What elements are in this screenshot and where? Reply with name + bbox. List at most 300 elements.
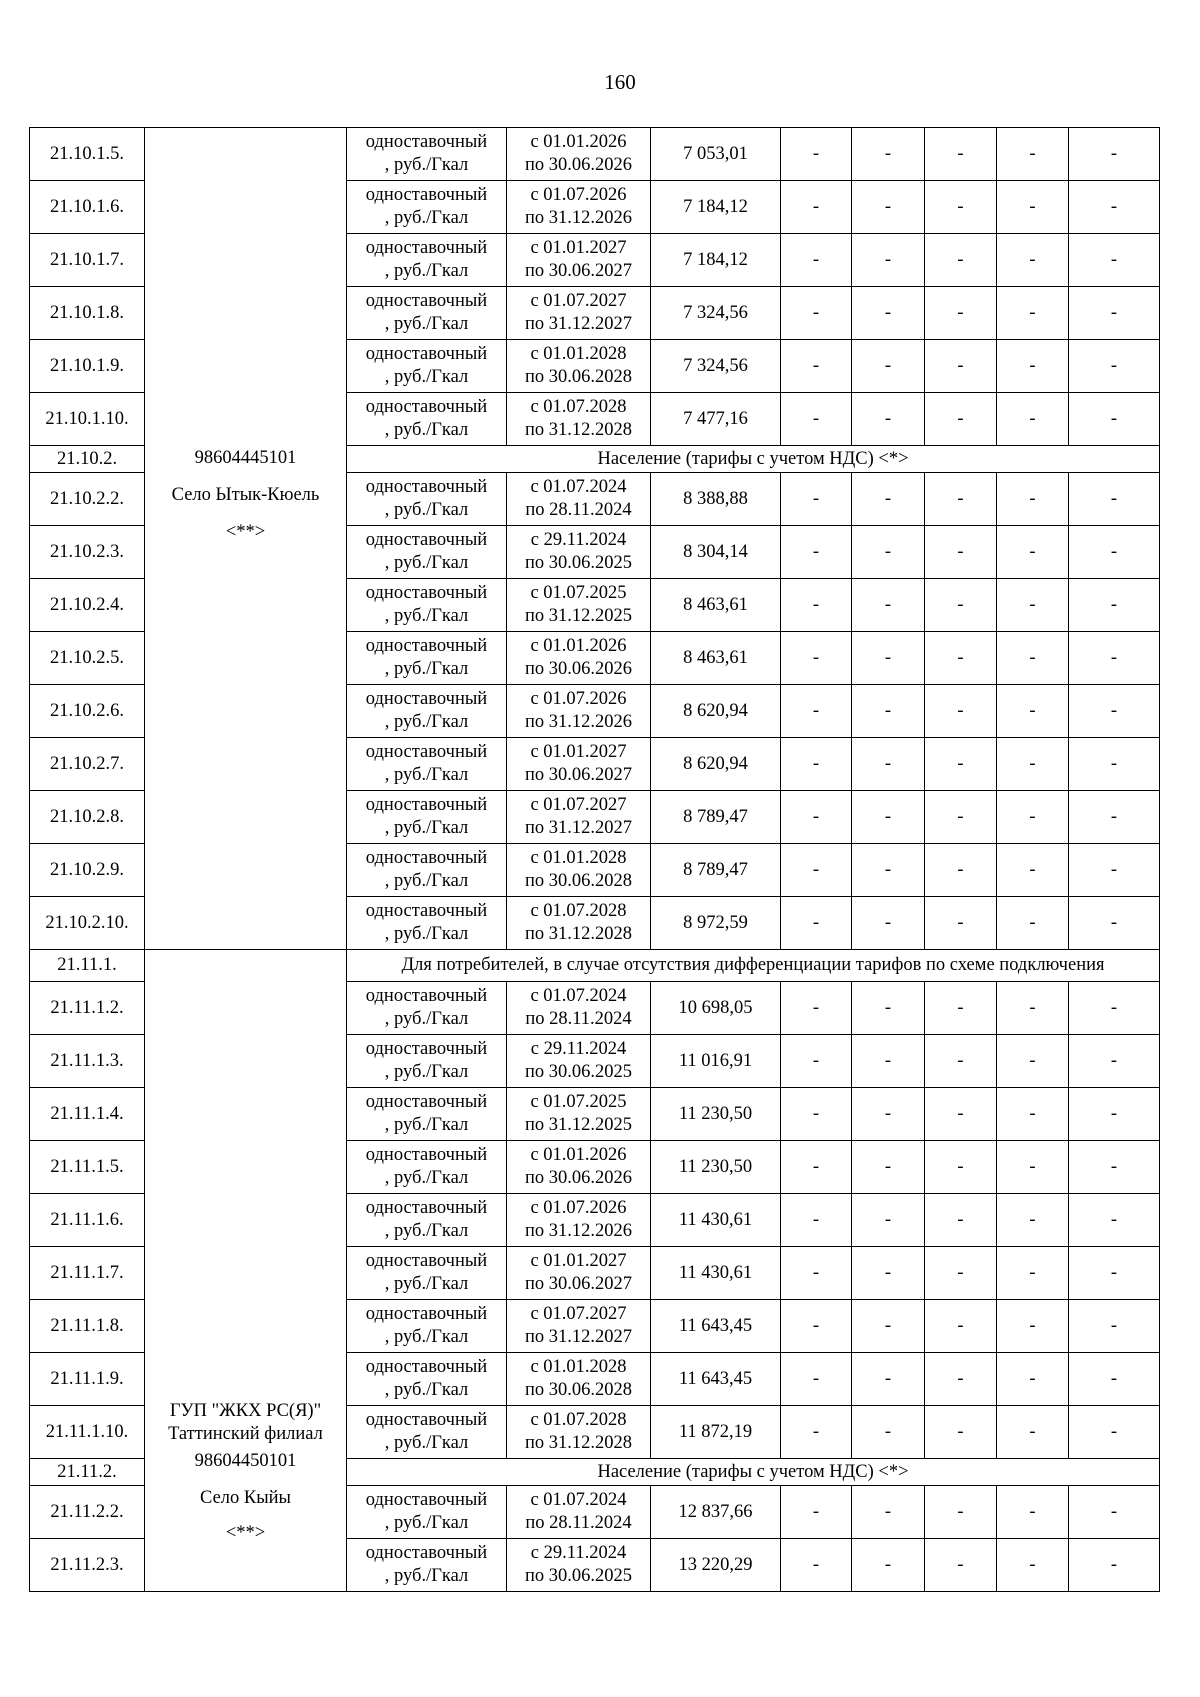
dash-cell-4: - [997,340,1069,393]
period-from: с 29.11.2024 [530,1543,627,1563]
tariff-type [347,181,507,234]
dash-cell-1: - [781,1539,852,1592]
tariff-type [347,1088,507,1141]
period-from: с 01.07.2028 [530,1410,627,1430]
dash-cell-1: - [781,181,852,234]
row-id: 21.11.2.3. [30,1539,145,1592]
org-cell [145,950,347,982]
row-id: 21.11.1. [30,950,145,982]
dash-cell-5: - [1069,1406,1160,1459]
dash-cell-5: - [1069,791,1160,844]
dash-cell-3: - [925,579,997,632]
dash-cell-5: - [1069,738,1160,791]
tariff-value: 8 388,88 [651,473,781,526]
tariff-type-line2: , руб./Гкал [384,367,469,387]
tariff-type [347,287,507,340]
period [507,234,651,287]
org-cell [145,234,347,287]
tariff-type-line1: одноставочный [365,238,488,258]
period-from: с 29.11.2024 [530,1039,627,1059]
dash-cell-1: - [781,526,852,579]
dash-cell-5: - [1069,128,1160,181]
dash-cell-5: - [1069,1141,1160,1194]
tariff-type-line2: , руб./Гкал [384,1327,469,1347]
tariff-value: 7 324,56 [651,340,781,393]
table-row [30,897,1160,950]
row-id: 21.11.1.10. [30,1406,145,1459]
dash-cell-3: - [925,791,997,844]
tariff-type [347,1406,507,1459]
row-id: 21.10.1.5. [30,128,145,181]
org-cell [145,897,347,950]
period-to: по 30.06.2025 [524,553,633,573]
table-row [30,738,1160,791]
period [507,1088,651,1141]
period [507,1486,651,1539]
dash-cell-4: - [997,1406,1069,1459]
row-id: 21.10.2.7. [30,738,145,791]
tariff-type [347,1194,507,1247]
period-from: с 01.07.2026 [530,689,627,709]
dash-cell-4: - [997,181,1069,234]
dash-cell-5: - [1069,1247,1160,1300]
tariff-type [347,1486,507,1539]
period-to: по 30.06.2027 [524,1274,633,1294]
row-id: 21.11.2. [30,1459,145,1486]
period-from: с 01.01.2026 [530,1145,627,1165]
tariff-type-line1: одноставочный [365,397,488,417]
row-id: 21.11.1.4. [30,1088,145,1141]
dash-cell-2: - [852,1194,925,1247]
tariff-type-line2: , руб./Гкал [384,1566,469,1586]
dash-cell-2: - [852,738,925,791]
period-to: по 31.12.2026 [524,712,633,732]
period-to: по 31.12.2028 [524,1433,633,1453]
tariff-type-line1: одноставочный [365,1410,488,1430]
dash-cell-4: - [997,982,1069,1035]
period [507,579,651,632]
period-to: по 30.06.2027 [524,261,633,281]
tariff-type-line1: одноставочный [365,1039,488,1059]
row-id: 21.11.1.8. [30,1300,145,1353]
tariff-type [347,738,507,791]
dash-cell-2: - [852,473,925,526]
period [507,287,651,340]
dash-cell-4: - [997,1353,1069,1406]
dash-cell-2: - [852,791,925,844]
dash-cell-1: - [781,1194,852,1247]
tariff-value: 8 304,14 [651,526,781,579]
tariff-type-line1: одноставочный [365,1490,488,1510]
period-from: с 01.01.2027 [530,742,627,762]
period [507,1353,651,1406]
org-place: Село Кыйы [200,1488,291,1508]
period-to: по 31.12.2025 [524,1115,633,1135]
org-cell [145,181,347,234]
period-to: по 31.12.2028 [524,924,633,944]
row-id: 21.10.2.4. [30,579,145,632]
dash-cell-2: - [852,181,925,234]
table-row [30,287,1160,340]
tariff-table [29,127,1160,1592]
tariff-value: 8 789,47 [651,844,781,897]
period [507,340,651,393]
tariff-type [347,1300,507,1353]
row-id: 21.11.1.7. [30,1247,145,1300]
tariff-type-line1: одноставочный [365,132,488,152]
tariff-type-line1: одноставочный [365,1198,488,1218]
dash-cell-2: - [852,1406,925,1459]
dash-cell-1: - [781,234,852,287]
tariff-type-line2: , руб./Гкал [384,261,469,281]
period [507,128,651,181]
dash-cell-2: - [852,234,925,287]
period-from: с 01.07.2026 [530,1198,627,1218]
dash-cell-4: - [997,632,1069,685]
row-id: 21.11.1.9. [30,1353,145,1406]
dash-cell-5: - [1069,1088,1160,1141]
dash-cell-1: - [781,982,852,1035]
dash-cell-4: - [997,234,1069,287]
period [507,473,651,526]
tariff-value: 7 324,56 [651,287,781,340]
table-row [30,1035,1160,1088]
tariff-type [347,632,507,685]
dash-cell-4: - [997,1194,1069,1247]
tariff-type-line2: , руб./Гкал [384,1168,469,1188]
dash-cell-2: - [852,1300,925,1353]
tariff-type-line2: , руб./Гкал [384,924,469,944]
tariff-type-line2: , руб./Гкал [384,1062,469,1082]
org-cell [145,1539,347,1592]
period-from: с 01.01.2026 [530,132,627,152]
table-row [30,340,1160,393]
page-number: 160 [604,70,636,94]
section-label: Население (тарифы с учетом НДС) <*> [347,1459,1160,1486]
period-from: с 01.07.2024 [530,986,627,1006]
tariff-value: 11 643,45 [651,1300,781,1353]
tariff-type-line2: , руб./Гкал [384,871,469,891]
period [507,791,651,844]
dash-cell-3: - [925,1353,997,1406]
section-label: Население (тарифы с учетом НДС) <*> [347,446,1160,473]
period [507,1035,651,1088]
tariff-type [347,1141,507,1194]
tariff-type-line2: , руб./Гкал [384,606,469,626]
dash-cell-3: - [925,393,997,446]
row-id: 21.11.1.6. [30,1194,145,1247]
period-from: с 29.11.2024 [530,530,627,550]
tariff-type-line2: , руб./Гкал [384,765,469,785]
dash-cell-5: - [1069,685,1160,738]
tariff-type-line1: одноставочный [365,1543,488,1563]
dash-cell-2: - [852,897,925,950]
dash-cell-3: - [925,738,997,791]
row-id: 21.10.1.6. [30,181,145,234]
tariff-value: 7 184,12 [651,234,781,287]
period-from: с 01.07.2024 [530,477,627,497]
dash-cell-5: - [1069,1486,1160,1539]
tariff-value: 7 184,12 [651,181,781,234]
dash-cell-4: - [997,128,1069,181]
dash-cell-1: - [781,1141,852,1194]
period-to: по 31.12.2025 [524,606,633,626]
period-from: с 01.07.2027 [530,1304,627,1324]
table-row [30,1539,1160,1592]
org-place: Село Ытык-Кюель [171,485,320,505]
table-row [30,791,1160,844]
dash-cell-4: - [997,1539,1069,1592]
dash-cell-4: - [997,1035,1069,1088]
period-to: по 31.12.2027 [524,1327,633,1347]
period [507,1141,651,1194]
tariff-value: 13 220,29 [651,1539,781,1592]
dash-cell-3: - [925,685,997,738]
dash-cell-3: - [925,234,997,287]
tariff-value: 8 789,47 [651,791,781,844]
dash-cell-4: - [997,526,1069,579]
row-id: 21.10.2.8. [30,791,145,844]
org-code: 98604450101 [194,1451,297,1471]
dash-cell-5: - [1069,526,1160,579]
dash-cell-2: - [852,287,925,340]
dash-cell-5: - [1069,1035,1160,1088]
period-to: по 31.12.2026 [524,208,633,228]
tariff-type-line1: одноставочный [365,530,488,550]
dash-cell-1: - [781,1486,852,1539]
tariff-type-line2: , руб./Гкал [384,1115,469,1135]
tariff-type-line1: одноставочный [365,1357,488,1377]
dash-cell-4: - [997,738,1069,791]
dash-cell-3: - [925,473,997,526]
period-from: с 01.01.2028 [530,848,627,868]
table-row [30,685,1160,738]
row-id: 21.10.2.9. [30,844,145,897]
dash-cell-1: - [781,287,852,340]
period [507,738,651,791]
dash-cell-3: - [925,1194,997,1247]
period-from: с 01.07.2027 [530,291,627,311]
period [507,632,651,685]
period-to: по 31.12.2026 [524,1221,633,1241]
table-row [30,234,1160,287]
period-to: по 30.06.2028 [524,1380,633,1400]
org-block-2 [143,1400,348,1545]
tariff-type-line2: , руб./Гкал [384,1513,469,1533]
period-from: с 01.01.2027 [530,1251,627,1271]
org-cell [145,393,347,446]
period-to: по 31.12.2027 [524,314,633,334]
period-to: по 31.12.2028 [524,420,633,440]
tariff-type [347,128,507,181]
tariff-type-line1: одноставочный [365,901,488,921]
tariff-value: 11 872,19 [651,1406,781,1459]
org-block-1 [143,447,348,544]
table-row [30,1300,1160,1353]
dash-cell-3: - [925,526,997,579]
org-name: ГУП "ЖКХ РС(Я)" [169,1401,322,1421]
dash-cell-3: - [925,1486,997,1539]
period [507,1300,651,1353]
tariff-type [347,340,507,393]
period-from: с 01.07.2025 [530,1092,627,1112]
tariff-value: 7 053,01 [651,128,781,181]
period [507,1247,651,1300]
org-cell [145,844,347,897]
dash-cell-3: - [925,1088,997,1141]
period [507,685,651,738]
period-from: с 01.07.2024 [530,1490,627,1510]
tariff-value: 11 016,91 [651,1035,781,1088]
tariff-value: 11 430,61 [651,1247,781,1300]
tariff-type [347,1035,507,1088]
org-cell [145,791,347,844]
tariff-type-line2: , руб./Гкал [384,1009,469,1029]
dash-cell-2: - [852,1247,925,1300]
row-id: 21.10.1.8. [30,287,145,340]
dash-cell-4: - [997,287,1069,340]
period-from: с 01.01.2027 [530,238,627,258]
org-cell [145,1300,347,1353]
dash-cell-1: - [781,340,852,393]
tariff-type-line1: одноставочный [365,185,488,205]
tariff-type-line2: , руб./Гкал [384,208,469,228]
row-id: 21.10.2.6. [30,685,145,738]
org-note: <**> [225,522,266,542]
period-from: с 01.07.2026 [530,185,627,205]
dash-cell-1: - [781,1088,852,1141]
period-from: с 01.01.2026 [530,636,627,656]
period-to: по 30.06.2026 [524,659,633,679]
org-cell [145,632,347,685]
dash-cell-3: - [925,1406,997,1459]
tariff-value: 10 698,05 [651,982,781,1035]
org-cell [145,1353,347,1406]
dash-cell-3: - [925,844,997,897]
tariff-type [347,234,507,287]
dash-cell-3: - [925,128,997,181]
period [507,844,651,897]
dash-cell-2: - [852,1088,925,1141]
dash-cell-3: - [925,1539,997,1592]
tariff-type [347,579,507,632]
period-from: с 01.01.2028 [530,344,627,364]
tariff-type-line1: одноставочный [365,344,488,364]
dash-cell-1: - [781,791,852,844]
tariff-value: 11 230,50 [651,1141,781,1194]
row-id: 21.10.2.5. [30,632,145,685]
dash-cell-2: - [852,1539,925,1592]
table-row [30,1353,1160,1406]
dash-cell-1: - [781,1247,852,1300]
dash-cell-1: - [781,128,852,181]
period-to: по 30.06.2026 [524,1168,633,1188]
tariff-type [347,1539,507,1592]
row-id: 21.10.2.2. [30,473,145,526]
period-to: по 28.11.2024 [525,1009,632,1029]
row-id: 21.10.2. [30,446,145,473]
dash-cell-5: - [1069,844,1160,897]
tariff-type-line2: , руб./Гкал [384,155,469,175]
tariff-type-line2: , руб./Гкал [384,1221,469,1241]
tariff-type [347,897,507,950]
dash-cell-2: - [852,579,925,632]
dash-cell-5: - [1069,234,1160,287]
tariff-value: 11 430,61 [651,1194,781,1247]
row-id: 21.10.1.9. [30,340,145,393]
period [507,1406,651,1459]
dash-cell-3: - [925,1141,997,1194]
table-row [30,1141,1160,1194]
dash-cell-3: - [925,181,997,234]
org-cell [145,287,347,340]
period-to: по 30.06.2028 [524,871,633,891]
dash-cell-1: - [781,1406,852,1459]
table-row [30,1088,1160,1141]
dash-cell-4: - [997,473,1069,526]
dash-cell-5: - [1069,982,1160,1035]
dash-cell-5: - [1069,340,1160,393]
org-cell [145,1035,347,1088]
row-id: 21.10.1.7. [30,234,145,287]
tariff-type [347,473,507,526]
tariff-type [347,393,507,446]
table-row [30,1194,1160,1247]
table-row [30,579,1160,632]
dash-cell-3: - [925,982,997,1035]
tariff-type-line2: , руб./Гкал [384,818,469,838]
org-code: 98604445101 [194,448,297,468]
dash-cell-2: - [852,844,925,897]
period-from: с 01.01.2028 [530,1357,627,1377]
dash-cell-2: - [852,685,925,738]
dash-cell-5: - [1069,1539,1160,1592]
period-to: по 30.06.2027 [524,765,633,785]
dash-cell-2: - [852,632,925,685]
row-id: 21.10.1.10. [30,393,145,446]
dash-cell-4: - [997,1141,1069,1194]
tariff-type-line2: , руб./Гкал [384,420,469,440]
tariff-value: 8 463,61 [651,579,781,632]
period-to: по 30.06.2025 [524,1062,633,1082]
dash-cell-3: - [925,1300,997,1353]
section-row [30,950,1160,982]
dash-cell-1: - [781,1353,852,1406]
dash-cell-1: - [781,393,852,446]
tariff-type-line1: одноставочный [365,1092,488,1112]
dash-cell-5: - [1069,579,1160,632]
tariff-value: 12 837,66 [651,1486,781,1539]
tariff-type-line1: одноставочный [365,291,488,311]
dash-cell-2: - [852,340,925,393]
dash-cell-4: - [997,1247,1069,1300]
dash-cell-3: - [925,1035,997,1088]
period [507,1194,651,1247]
org-cell [145,1194,347,1247]
org-cell [145,738,347,791]
table-row [30,181,1160,234]
tariff-type [347,844,507,897]
period-from: с 01.07.2028 [530,901,627,921]
period [507,181,651,234]
tariff-value: 11 230,50 [651,1088,781,1141]
tariff-type-line1: одноставочный [365,742,488,762]
period-to: по 30.06.2025 [524,1566,633,1586]
row-id: 21.11.1.2. [30,982,145,1035]
tariff-type-line1: одноставочный [365,1251,488,1271]
dash-cell-5: - [1069,393,1160,446]
org-branch: Таттинский филиал [168,1424,323,1444]
